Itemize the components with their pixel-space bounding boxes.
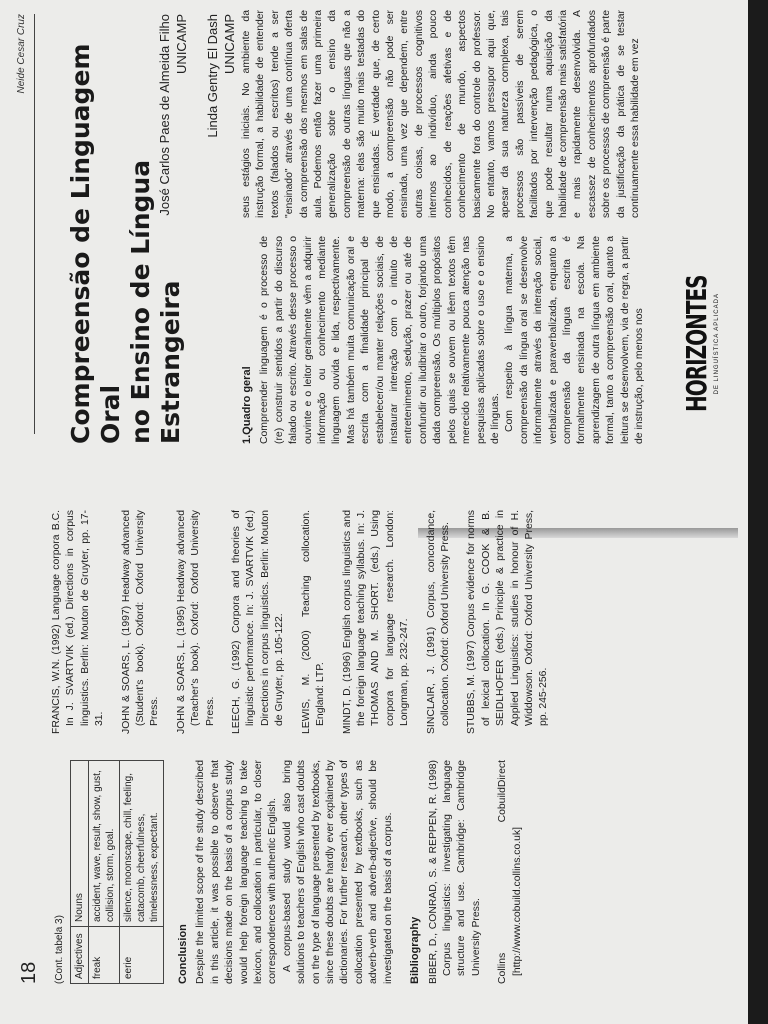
bibliography-entry: MINDT, D. (1996) English corpus linguistics and the foreign language teaching syllabus. In: J. THOMAS AND M. SHORT. (eds.) Using corpora for language research. London: Longman, pp. 232-247. bbox=[341, 510, 411, 734]
running-head bbox=[14, 14, 35, 434]
table-cell: freak bbox=[89, 927, 120, 984]
section-heading: 1.Quadro geral bbox=[241, 366, 253, 444]
table-cell: eerie bbox=[120, 927, 164, 984]
table-row bbox=[89, 761, 120, 984]
collocation-table bbox=[70, 760, 164, 984]
article-column-1 bbox=[240, 236, 647, 444]
bibliography-entry: JOHN & SOARS, L. (1997) Headway advanced (Student's book). Oxford: Oxford University Press. bbox=[120, 510, 161, 734]
bibliography-heading: Bibliography bbox=[409, 916, 422, 984]
table-caption: (Cont. tabela 3) bbox=[54, 915, 65, 984]
conclusion-paragraph: Despite the limited scope of the study described in this article, it was possible to observe that decisions made on the basis of a corpus study would help foreign language teaching to take lexicon, and collocation in particular, to closer correspondences with authentic English. bbox=[195, 760, 279, 984]
article-column-2 bbox=[240, 10, 643, 218]
bibliography-entry: STUBBS, M. (1997) Corpus evidence for norms of lexical collocation. In G. COOK & B. SEIDLHOFER (eds.) Principle & practice in Applied Linguistics: studies in honour of H. Widdowson. Oxford: Oxford University Press, pp. 245-256. bbox=[466, 510, 550, 734]
bibliography-entry: SINCLAIR, J. (1991) Corpus, concordance, collocation. Oxford: Oxford University Press. bbox=[425, 510, 451, 734]
bibliography-entry: Collins CobuildDirect [http://www.cobuild.collins.co.uk] bbox=[497, 760, 523, 984]
logo-name: HORIZONTES bbox=[679, 275, 713, 412]
conclusion-paragraph: A corpus-based study would also bring solutions to teachers of English who cast doubts on the type of language presented by textbooks, since these doubts are hardly ever explained by dictionaries. For further research, other types of collocation presented by textbooks, such as adverb-verb and adverb-adjective, should be investigated on the basis of a corpus. bbox=[281, 760, 394, 984]
bibliography-entry: BIBER, D., CONRAD, S. & REPPEN, R. (1998) Corpus linguistics: investigating language structure and use. Cambridge: Cambridge University Press. bbox=[427, 760, 482, 984]
author-affiliation: UNICAMP bbox=[174, 14, 189, 74]
table-cell: accident, wave, result, show, gust, collision, storm, goal. bbox=[89, 761, 120, 927]
table-header-row bbox=[71, 761, 89, 984]
bibliography-entry: JOHN & SOARS, L. (1995) Headway advanced (Teacher's book). Oxford: Oxford University Press. bbox=[175, 510, 216, 734]
article-paragraph: Compreender linguagem é o processo de (re) construir sentidos a partir do discurso falado ou escrito. Através desse processo o ouvinte e o leitor geralmente vêm a adquirir informação ou conhecimento mediante linguagem ouvida e lida, respectivamente. Mas há também muita comunicação oral e escrita com a finalidade principal de estabelecer/ou manter relações sociais, de instaurar interação com o intuito de entretenimento, sedução, prazer ou até de confundir ou iludibriar o outro, forjando uma dada compreensão. Os múltiplos propósitos pelos quais se ouvem ou lêem textos têm merecido relativamente pouca atenção nas pesquisas aplicadas sobre o uso e o ensino de línguas. bbox=[259, 236, 501, 444]
title-line: no Ensino de Língua Estrangeira bbox=[126, 159, 185, 444]
bibliography-entry: LEWIS, M. (2000) Teaching collocation. England: LTP. bbox=[300, 510, 327, 734]
author-block bbox=[204, 14, 238, 264]
table-row bbox=[120, 761, 164, 984]
journal-logo bbox=[679, 275, 720, 412]
author-block bbox=[156, 14, 190, 324]
logo-subtitle: DE LINGUÍSTICA APLICADA bbox=[714, 293, 720, 395]
author-name: Linda Gentry El Dash bbox=[205, 14, 220, 138]
article-paragraph: Com respeito à língua materna, a compreensão da língua oral se desenvolve informalmente através da interação social, verbalizada e paraverbalizada, enquanto a compreensão da língua escrita é formalmente ensinada na escola. Na aprendizagem de outra língua em ambiente formal, tanto a compreensão oral, quanto a leitura se desenvolvem, via de regra, a partir de instrução, pelo menos nos bbox=[504, 236, 645, 444]
left-column bbox=[164, 760, 537, 984]
bibliography-entry: LEECH, G. (1992) Corpora and theories of linguistic performance. In: J. SVARTVIK (ed.) Directions in corpus linguistics. Berlin: Mouton de Gruyter, pp. 105-122. bbox=[231, 510, 286, 734]
bibliography-entry: FRANCIS, W.N. (1992) Language corpora B.C. In J. SVARTVIK (ed.) Directions in corpus linguistics. Berlin: Mouton de Gruyter, pp. 17-31. bbox=[51, 510, 106, 734]
running-head-text: Neide Cesar Cruz bbox=[16, 14, 27, 94]
scan-edge bbox=[748, 0, 768, 1024]
page-number: 18 bbox=[18, 961, 40, 984]
middle-column bbox=[50, 510, 564, 734]
article-paragraph: seus estágios iniciais. No ambiente da instrução formal, a habilidade de entender textos (falados ou escritos) tende a ser "ensinado" através de uma contínua oferta da compreensão dos mesmos em salas de aula. Podemos então fazer uma primeira generalização sobre o ensino da compreensão de outras línguas que não a materna: elas são muito mais testadas do que ensinadas. É verdade que, de certo modo, a compreensão não pode ser ensinada, uma vez que dependem, entre outras coisas, de processos cognitivos internos ao indivíduo, ainda pouco conhecidos, de reações afetivas e de conhecimento de mundo, aspectos basicamente fora do controle do professor. No entanto, vamos pressupor aqui que, apesar da sua natureza complexa, tais processos são passíveis de serem facilitados por intervenção pedagógica, o que pode resultar numa aquisição da habilidade de compreensão mais satisfatória e mais rapidamente desenvolvida. A escassez de conhecimentos aprofundados sobre os processos de compreensão é parte da justificação da prática de se testar continuamente essa habilidade em vez bbox=[241, 10, 641, 218]
table-header: Adjectives bbox=[71, 927, 89, 984]
conclusion-heading: Conclusion bbox=[177, 924, 189, 984]
author-affiliation: UNICAMP bbox=[222, 14, 237, 74]
table-header: Nouns bbox=[71, 761, 89, 927]
author-name: José Carlos Paes de Almeida Filho bbox=[157, 14, 172, 216]
table-cell: silence, moonscape, chill, feeling, catacomb, cheerfulness, timelessness, expectant. bbox=[120, 761, 164, 927]
title-line: Compreensão de Linguagem Oral bbox=[66, 43, 125, 444]
